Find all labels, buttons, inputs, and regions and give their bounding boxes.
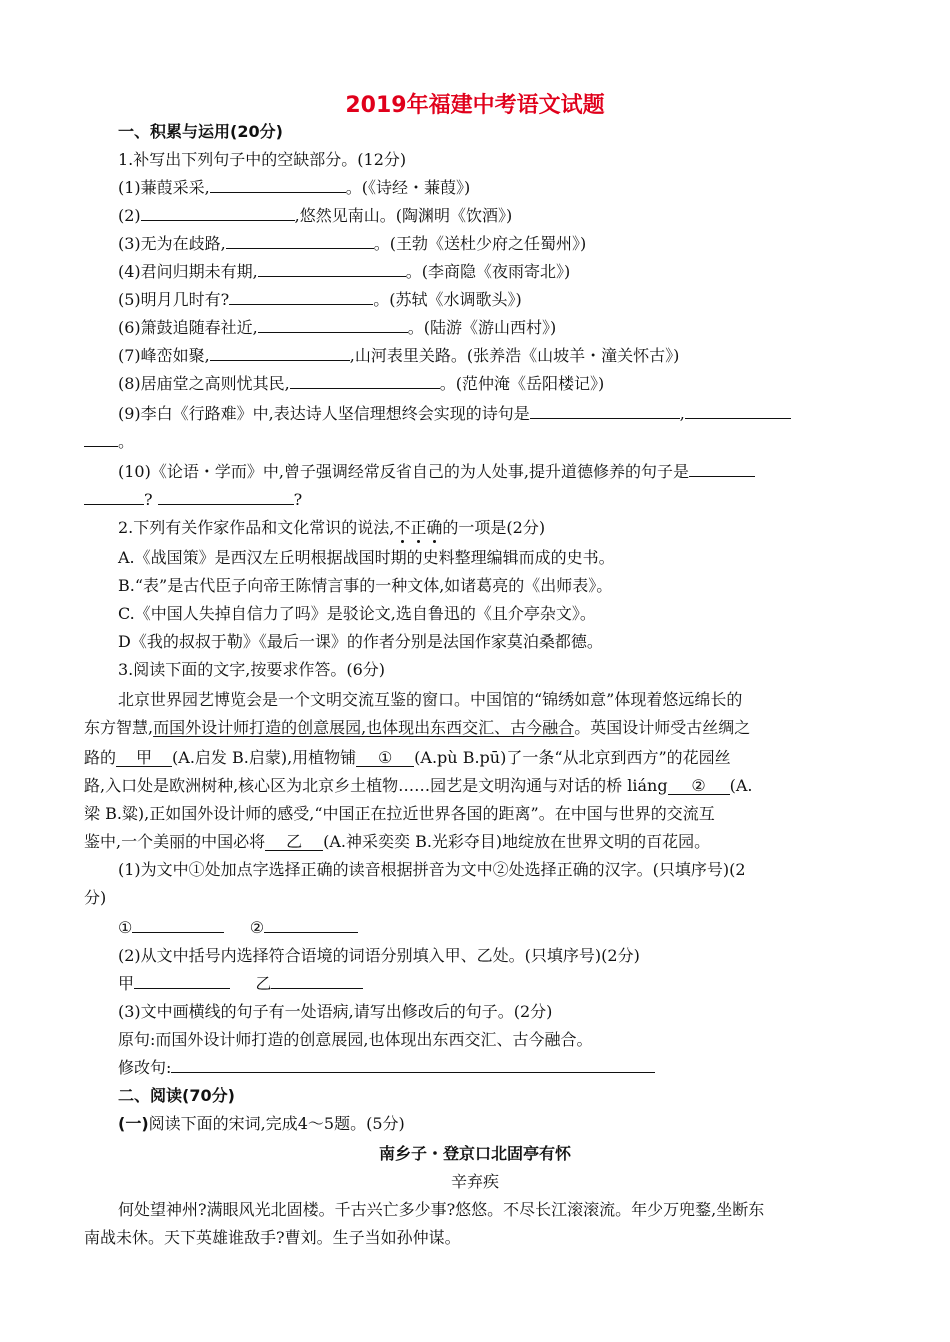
q1-item-6 xyxy=(118,318,556,338)
q1-item-4-source: 。(李商隐《夜雨寄北》) xyxy=(405,262,571,281)
q1-item-5 xyxy=(118,290,522,310)
q2-option-a: A.《战国策》是西汉左丘明根据战国时期的史料整理编辑而成的史书。 xyxy=(118,548,615,567)
section1-heading: 一、积累与运用(20分) xyxy=(118,122,283,141)
answer-label-2: ② xyxy=(249,918,265,937)
answer-blank[interactable] xyxy=(84,490,144,505)
passage-text: (A.pù B.pū)了一条“从北京到西方”的花园丝 xyxy=(414,748,731,767)
q1-stem: 1.补写出下列句子中的空缺部分。(12分) xyxy=(118,150,407,169)
q3-passage-line-4 xyxy=(84,776,752,796)
q1-item-2-text: (2) xyxy=(118,206,141,225)
blank-circle-2[interactable]: ② xyxy=(668,776,730,795)
answer-blank[interactable] xyxy=(689,462,755,477)
q2-stem-text: 2.下列有关作家作品和文化常识的说法, xyxy=(118,518,395,537)
answer-blank[interactable] xyxy=(530,404,680,419)
answer-blank[interactable] xyxy=(229,290,373,305)
answer-blank[interactable] xyxy=(158,490,294,505)
q3-sub1: (1)为文中①处加点字选择正确的读音根据拼音为文中②处选择正确的汉字。(只填序号)(2 xyxy=(118,860,746,879)
q2-option-b: B.“表”是古代臣子向帝王陈情言事的一种文体,如诸葛亮的《出师表》。 xyxy=(118,576,613,595)
answer-blank[interactable] xyxy=(134,974,230,989)
poem-line-2: 南战未休。天下英雄谁敌手?曹刘。生子当如孙仲谋。 xyxy=(84,1228,461,1247)
q1-item-9-cont xyxy=(84,432,134,452)
q1-item-10-cont xyxy=(84,490,302,510)
answer-label-1: ① xyxy=(118,918,133,937)
answer-blank[interactable] xyxy=(210,178,346,193)
q1-item-7-text: (7)峰峦如聚, xyxy=(118,346,210,365)
answer-blank[interactable] xyxy=(271,974,363,989)
q1-item-7 xyxy=(118,346,679,366)
q1-item-9-text: (9)李白《行路难》中,表达诗人坚信理想终会实现的诗句是 xyxy=(118,404,530,423)
answer-blank[interactable] xyxy=(685,404,791,419)
q3-sub1-answers xyxy=(118,918,358,938)
q3-sub1-cont: 分) xyxy=(84,888,107,907)
answer-blank[interactable] xyxy=(84,432,118,447)
passage-text: 路,入口处是欧洲树种,核心区为北京乡土植物……园艺是文明沟通与对话的桥 liáng xyxy=(84,776,668,795)
answer-label-jia: 甲 xyxy=(118,974,135,993)
answer-blank[interactable] xyxy=(258,262,406,277)
answer-blank[interactable] xyxy=(132,918,224,933)
comma: , xyxy=(679,404,685,423)
passage-text: (A. xyxy=(729,776,753,795)
q1-item-1-text: (1)蒹葭采采, xyxy=(118,178,210,197)
part1-label: (一) xyxy=(118,1114,149,1133)
answer-blank[interactable] xyxy=(258,318,408,333)
q3-sub2: (2)从文中括号内选择符合语境的词语分别填入甲、乙处。(只填序号)(2分) xyxy=(118,946,640,965)
passage-text: (A.神采奕奕 B.光彩夺目)地绽放在世界文明的百花园。 xyxy=(323,832,711,851)
period: 。 xyxy=(118,432,135,451)
q2-stem-score: 的一项是(2分) xyxy=(442,518,546,537)
passage-text: 东方智慧, xyxy=(84,718,154,737)
q1-item-8 xyxy=(118,374,604,394)
q1-item-1 xyxy=(118,178,470,198)
answer-blank[interactable] xyxy=(290,374,440,389)
answer-blank[interactable] xyxy=(210,346,350,361)
q3-sub3: (3)文中画横线的句子有一处语病,请写出修改后的句子。(2分) xyxy=(118,1002,553,1021)
page-title: 2019年福建中考语文试题 xyxy=(345,93,605,118)
q3-original-sentence: 原句:而国外设计师打造的创意展园,也体现出东西交汇、古今融合。 xyxy=(118,1030,593,1049)
poem-title: 南乡子・登京口北固亭有怀 xyxy=(378,1144,571,1163)
blank-circle-1[interactable]: ① xyxy=(356,748,414,767)
q3-passage-line-2 xyxy=(84,718,750,738)
q3-passage-line-6 xyxy=(84,832,710,852)
q2-option-c: C.《中国人失掉自信力了吗》是驳论文,选自鲁迅的《且介亭杂文》。 xyxy=(118,604,596,623)
part1-text: 阅读下面的宋词,完成4～5题。(5分) xyxy=(148,1114,405,1133)
q3-passage-line-5: 梁 B.粱),正如国外设计师的感受,“中国正在拉近世界各国的距离”。在中国与世界的交流互 xyxy=(84,804,715,823)
blank-yi[interactable]: 乙 xyxy=(265,832,323,851)
passage-text: (A.启发 B.启蒙),用植物铺 xyxy=(172,748,357,767)
question-mark: ? xyxy=(144,490,153,509)
q2-stem xyxy=(118,518,545,538)
q1-item-3-source: 。(王勃《送杜少府之任蜀州》) xyxy=(373,234,587,253)
q1-item-5-source: 。(苏轼《水调歌头》) xyxy=(373,290,522,309)
part1-instruction xyxy=(118,1114,405,1134)
q1-item-6-text: (6)箫鼓追随春社近, xyxy=(118,318,258,337)
q1-item-10 xyxy=(118,462,755,482)
section2-heading: 二、阅读(70分) xyxy=(118,1086,235,1105)
q1-item-5-text: (5)明月几时有? xyxy=(118,290,230,309)
q3-sub2-answers xyxy=(118,974,363,994)
passage-text: 路的 xyxy=(84,748,117,767)
q1-item-7-source: ,山河表里关路。(张养浩《山坡羊・潼关怀古》) xyxy=(349,346,680,365)
passage-text: 鉴中,一个美丽的中国必将 xyxy=(84,832,266,851)
emphasis-char: 确 xyxy=(426,518,443,537)
q1-item-8-source: 。(范仲淹《岳阳楼记》) xyxy=(439,374,605,393)
q3-passage-line-3 xyxy=(84,748,731,768)
poem-line-1: 何处望神州?满眼风光北固楼。千古兴亡多少事?悠悠。不尽长江滚滚流。年少万兜鍪,坐断东 xyxy=(118,1200,765,1219)
answer-blank[interactable] xyxy=(171,1058,655,1073)
q2-option-d: D《我的叔叔于勒》《最后一课》的作者分别是法国作家莫泊桑都德。 xyxy=(118,632,603,651)
poem-author: 辛弃疾 xyxy=(450,1172,499,1191)
q1-item-3 xyxy=(118,234,586,254)
q1-item-8-text: (8)居庙堂之高则忧其民, xyxy=(118,374,290,393)
question-mark: ? xyxy=(293,490,303,509)
q1-item-4 xyxy=(118,262,570,282)
q1-item-3-text: (3)无为在歧路, xyxy=(118,234,226,253)
q1-item-10-text: (10)《论语・学而》中,曾子强调经常反省自己的为人处事,提升道德修养的句子是 xyxy=(118,462,690,481)
answer-blank[interactable] xyxy=(264,918,358,933)
q1-item-1-source: 。(《诗经・蒹葭》) xyxy=(345,178,471,197)
q1-item-2-source: ,悠然见南山。(陶渊明《饮酒》) xyxy=(294,206,513,225)
q1-item-2 xyxy=(118,206,512,226)
answer-blank[interactable] xyxy=(226,234,374,249)
answer-blank[interactable] xyxy=(141,206,295,221)
emphasis-char: 正 xyxy=(410,518,427,537)
emphasis-char: 不 xyxy=(394,518,411,537)
revise-label: 修改句: xyxy=(118,1058,172,1077)
answer-label-yi: 乙 xyxy=(255,974,272,993)
blank-jia[interactable]: 甲 xyxy=(116,748,172,767)
underlined-sentence: 而国外设计师打造的创意展园,也体现出东西交汇、古今融合 xyxy=(153,718,575,737)
q1-item-4-text: (4)君问归期未有期, xyxy=(118,262,258,281)
q3-revise-line xyxy=(118,1058,655,1078)
passage-text: 。英国设计师受古丝绸之 xyxy=(574,718,751,737)
q3-stem: 3.阅读下面的文字,按要求作答。(6分) xyxy=(118,660,386,679)
q1-item-6-source: 。(陆游《游山西村》) xyxy=(407,318,557,337)
q3-passage-line-1: 北京世界园艺博览会是一个文明交流互鉴的窗口。中国馆的“锦绣如意”体现着悠远绵长的 xyxy=(118,690,743,709)
q1-item-9 xyxy=(118,404,791,424)
